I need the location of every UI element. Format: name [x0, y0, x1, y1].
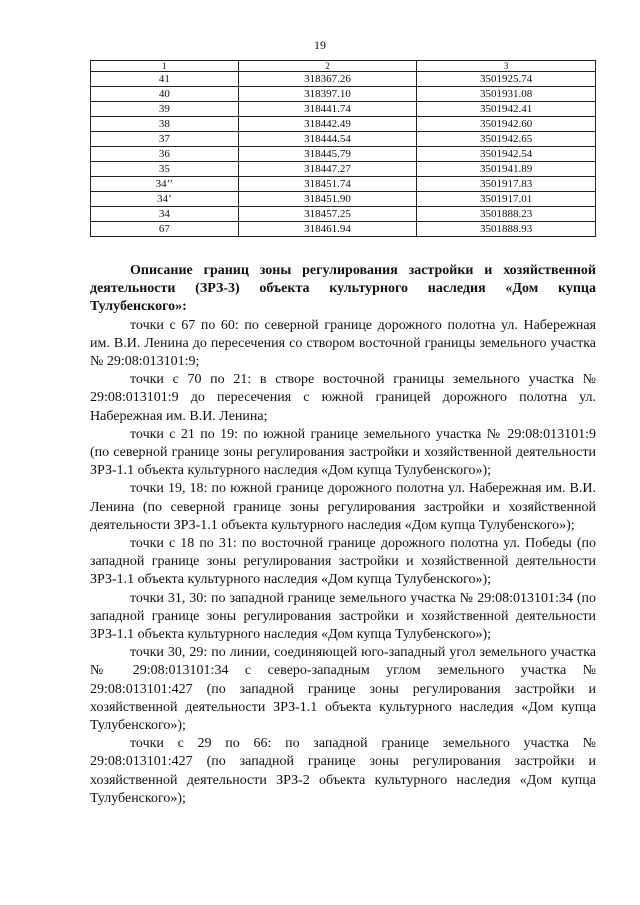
- table-cell: 3501917.83: [417, 177, 596, 192]
- table-cell: 318397.10: [238, 87, 417, 102]
- table-cell: 318461.94: [238, 222, 417, 237]
- table-cell: 318367.26: [238, 72, 417, 87]
- table-row: [91, 72, 596, 87]
- table-cell: 3501942.65: [417, 132, 596, 147]
- table-row: [91, 192, 596, 207]
- table-row: [91, 177, 596, 192]
- table-cell: 3501917.01: [417, 192, 596, 207]
- paragraph: точки с 29 по 66: по западной границе земельного участка № 29:08:013101:427 (по западной границе зоны регулирования застройки и хозяйственной деятельности ЗРЗ-2 объекта культурного наследия «Дом купца Тулубенского»);: [90, 736, 596, 806]
- table-cell: 3501888.93: [417, 222, 596, 237]
- table-cell: 38: [91, 117, 239, 132]
- paragraph: точки 19, 18: по южной границе дорожного полотна ул. Набережная им. В.И. Ленина (по северной границе зоны регулирования застройки и хозяйственной деятельности ЗРЗ-1.1 объекта культурного наследия «Дом купца Тулубенского»);: [90, 481, 596, 533]
- table-cell: 318444.54: [238, 132, 417, 147]
- table-row: [91, 162, 596, 177]
- table-row: [91, 207, 596, 222]
- table-row: [91, 117, 596, 132]
- table-cell: 3501931.08: [417, 87, 596, 102]
- body-text: [90, 262, 596, 808]
- table-row: [91, 87, 596, 102]
- table-cell: 3501925.74: [417, 72, 596, 87]
- table-cell: 3501888.23: [417, 207, 596, 222]
- table-cell: 34’’: [91, 177, 239, 192]
- table-cell: 3501942.60: [417, 117, 596, 132]
- table-cell: 3501942.41: [417, 102, 596, 117]
- table-header-row: [91, 61, 596, 72]
- table-row: [91, 222, 596, 237]
- paragraph: точки с 21 по 19: по южной границе земельного участка № 29:08:013101:9 (по северной границе зоны регулирования застройки и хозяйственной деятельности ЗРЗ-1.1 объекта культурного наследия «Дом купца Тулубенского»);: [90, 426, 596, 479]
- table-cell: 318451.74: [238, 177, 417, 192]
- table-cell: 318451.90: [238, 192, 417, 207]
- table-cell: 36: [91, 147, 239, 162]
- table-cell: 35: [91, 162, 239, 177]
- paragraph: точки 31, 30: по западной границе земельного участка № 29:08:013101:34 (по западной границе зоны регулирования застройки и хозяйственной деятельности ЗРЗ-1.1 объекта культурного наследия «Дом купца Тулубенского»);: [90, 590, 596, 643]
- table-cell: 318442.49: [238, 117, 417, 132]
- table-cell: 34’: [91, 192, 239, 207]
- table-cell: 318457.25: [238, 207, 417, 222]
- paragraph: точки с 18 по 31: по восточной границе дорожного полотна ул. Победы (по западной границе зоны регулирования застройки и хозяйственной деятельности ЗРЗ-1.1 объекта культурного наследия «Дом купца Тулубенского»);: [90, 536, 596, 588]
- table-cell: 39: [91, 102, 239, 117]
- table-cell: 318441.74: [238, 102, 417, 117]
- table-cell: 3501942.54: [417, 147, 596, 162]
- table-cell: 40: [91, 87, 239, 102]
- column-header: 1: [91, 61, 239, 72]
- paragraph: точки 30, 29: по линии, соединяющей юго-западный угол земельного участка № 29:08:013101:34 с северо-западным углом земельного участка № 29:08:013101:427 (по западной границе зоны регулирования застройки и хозяйственной деятельности ЗРЗ-1.1 объекта культурного наследия «Дом купца Тулубенского»);: [90, 645, 596, 734]
- table-cell: 67: [91, 222, 239, 237]
- column-header: 3: [417, 61, 596, 72]
- table-cell: 41: [91, 72, 239, 87]
- page-number: 19: [314, 38, 326, 52]
- table-cell: 34: [91, 207, 239, 222]
- table-cell: 3501941.89: [417, 162, 596, 177]
- paragraph: точки с 67 по 60: по северной границе дорожного полотна ул. Набережная им. В.И. Ленина до пересечения со створом восточной границы земельного участка № 29:08:013101:9;: [90, 317, 596, 370]
- table-cell: 318445.79: [238, 147, 417, 162]
- table-row: [91, 147, 596, 162]
- table-row: [91, 132, 596, 147]
- section-heading: Описание границ зоны регулирования застройки и хозяйственной деятельности (ЗРЗ-3) объекта культурного наследия «Дом купца Тулубенского»:: [90, 263, 596, 315]
- coordinates-table-body: [91, 61, 596, 237]
- table-cell: 318447.27: [238, 162, 417, 177]
- column-header: 2: [238, 61, 417, 72]
- table-cell: 37: [91, 132, 239, 147]
- paragraph: точки с 70 по 21: в створе восточной границы земельного участка № 29:08:013101:9 до пересечения с южной границей дорожного полотна ул. Набережная им. В.И. Ленина;: [90, 372, 596, 424]
- coordinates-table: [90, 60, 596, 237]
- table-row: [91, 102, 596, 117]
